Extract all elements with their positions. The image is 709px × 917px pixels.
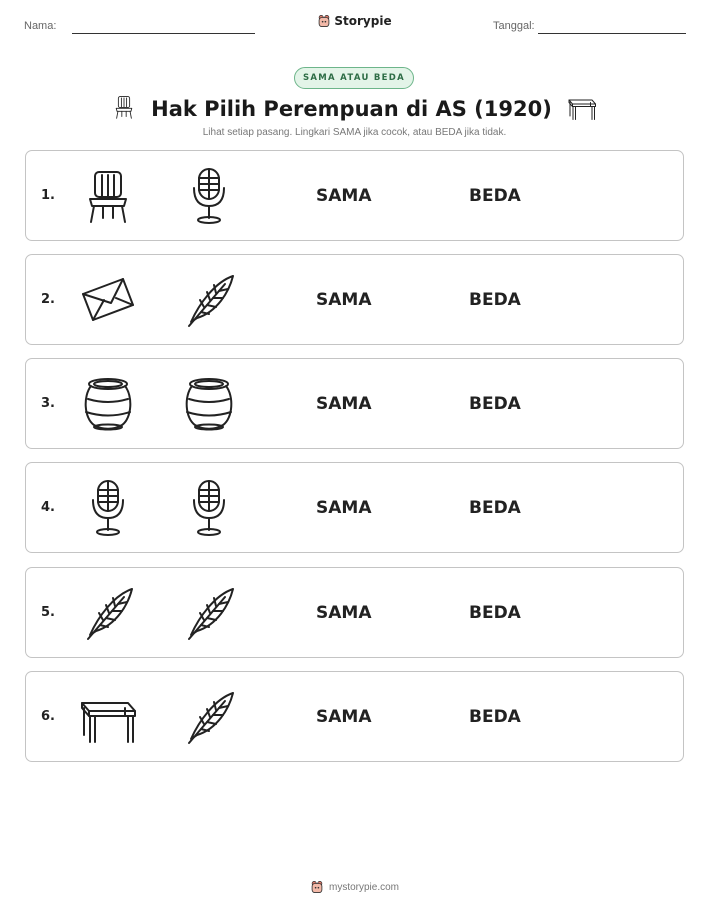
name-label: Nama: — [24, 20, 57, 32]
question-row — [25, 150, 684, 241]
same-option[interactable]: SAMA — [316, 185, 372, 206]
same-option[interactable]: SAMA — [316, 289, 372, 310]
footer — [0, 880, 709, 894]
storypie-logo-icon — [317, 14, 331, 28]
question-row — [25, 671, 684, 762]
question-number: 1. — [41, 188, 55, 203]
microphone-icon — [179, 166, 239, 226]
microphone-icon — [78, 478, 138, 538]
different-option[interactable]: BEDA — [469, 602, 521, 623]
same-option[interactable]: SAMA — [316, 706, 372, 727]
footer-url: mystorypie.com — [328, 881, 399, 893]
pot-icon — [78, 374, 138, 434]
different-option[interactable]: BEDA — [469, 185, 521, 206]
same-option[interactable]: SAMA — [316, 393, 372, 414]
feather-icon — [78, 583, 138, 643]
question-number: 3. — [41, 396, 55, 411]
name-field-line[interactable] — [72, 33, 255, 34]
question-row — [25, 567, 684, 658]
question-row — [25, 358, 684, 449]
same-option[interactable]: SAMA — [316, 602, 372, 623]
date-field-line[interactable] — [538, 33, 686, 34]
page-title: Hak Pilih Perempuan di AS (1920) — [151, 97, 552, 121]
envelope-icon — [78, 270, 138, 330]
feather-icon — [179, 583, 239, 643]
pot-icon — [179, 374, 239, 434]
table-icon — [78, 687, 138, 747]
question-number: 4. — [41, 500, 55, 515]
different-option[interactable]: BEDA — [469, 289, 521, 310]
different-option[interactable]: BEDA — [469, 706, 521, 727]
storypie-logo-icon — [310, 880, 324, 894]
question-number: 5. — [41, 605, 55, 620]
date-label: Tanggal: — [493, 20, 535, 32]
question-number: 6. — [41, 709, 55, 724]
feather-icon — [179, 270, 239, 330]
question-row — [25, 254, 684, 345]
microphone-icon — [179, 478, 239, 538]
question-row — [25, 462, 684, 553]
feather-icon — [179, 687, 239, 747]
brand-header — [0, 13, 709, 32]
brand-name: Storypie — [334, 14, 392, 28]
different-option[interactable]: BEDA — [469, 393, 521, 414]
chair-icon — [78, 166, 138, 226]
different-option[interactable]: BEDA — [469, 497, 521, 518]
activity-badge: SAMA ATAU BEDA — [294, 67, 414, 89]
instructions: Lihat setiap pasang. Lingkari SAMA jika cocok, atau BEDA jika tidak. — [202, 127, 507, 138]
same-option[interactable]: SAMA — [316, 497, 372, 518]
question-number: 2. — [41, 292, 55, 307]
chair-icon — [111, 92, 137, 126]
table-icon — [566, 92, 598, 126]
